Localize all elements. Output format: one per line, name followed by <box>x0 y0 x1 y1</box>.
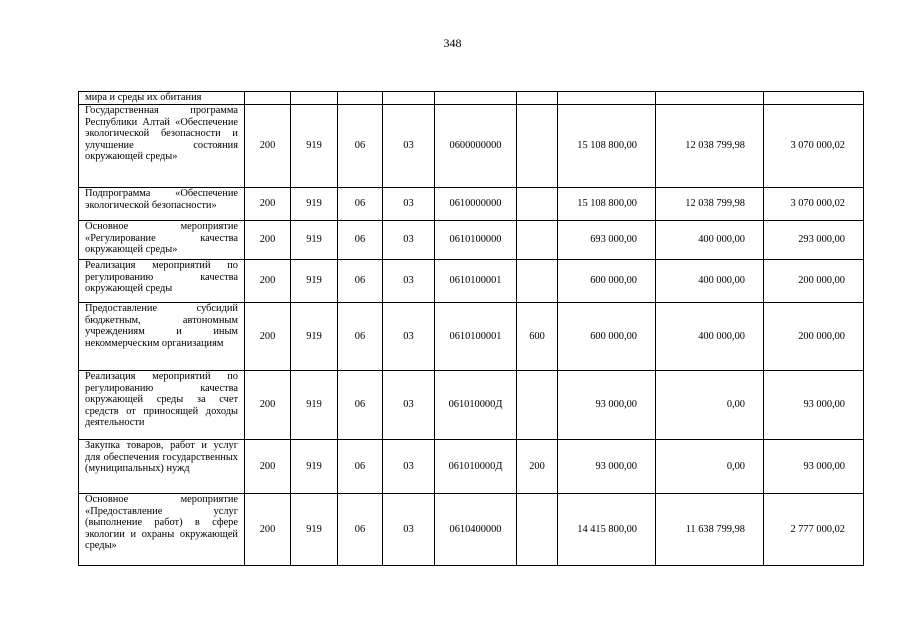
table-row <box>79 221 864 260</box>
amount-regional-cell <box>764 92 864 105</box>
amount-federal-cell: 12 038 799,98 <box>656 188 764 221</box>
page-number: 348 <box>443 36 462 50</box>
subdivision-cell: 03 <box>383 303 435 371</box>
amount-regional-cell: 93 000,00 <box>764 371 864 440</box>
name-cell: Реализация мероприятий по регулированию качества окружающей среды <box>79 260 245 303</box>
amount-federal-cell: 11 638 799,98 <box>656 494 764 566</box>
division-cell: 06 <box>338 260 383 303</box>
section-code-cell: 200 <box>245 188 291 221</box>
amount-federal-cell: 400 000,00 <box>656 221 764 260</box>
section-code-cell: 200 <box>245 260 291 303</box>
table-row <box>79 303 864 371</box>
name-cell: мира и среды их обитания <box>79 92 245 105</box>
table-row <box>79 494 864 566</box>
ministry-code-cell: 919 <box>291 260 338 303</box>
division-cell: 06 <box>338 494 383 566</box>
section-code-cell: 200 <box>245 440 291 494</box>
division-cell: 06 <box>338 440 383 494</box>
division-cell: 06 <box>338 188 383 221</box>
ministry-code-cell: 919 <box>291 303 338 371</box>
subdivision-cell: 03 <box>383 221 435 260</box>
target-article-cell <box>435 92 517 105</box>
name-cell: Основное мероприятие «Регулирование качества окружающей среды» <box>79 221 245 260</box>
table-row <box>79 92 864 105</box>
expense-type-cell: 600 <box>517 303 558 371</box>
ministry-code-cell: 919 <box>291 494 338 566</box>
expense-type-cell <box>517 105 558 188</box>
expense-type-cell: 200 <box>517 440 558 494</box>
budget-table <box>78 91 864 566</box>
division-cell: 06 <box>338 105 383 188</box>
name-cell: Предоставление субсидий бюджетным, автономным учреждениям и иным некоммерческим организациям <box>79 303 245 371</box>
expense-type-cell <box>517 92 558 105</box>
expense-type-cell <box>517 188 558 221</box>
amount-federal-cell: 400 000,00 <box>656 303 764 371</box>
section-code-cell: 200 <box>245 221 291 260</box>
amount-total-cell: 693 000,00 <box>558 221 656 260</box>
target-article-cell: 061010000Д <box>435 440 517 494</box>
division-cell: 06 <box>338 221 383 260</box>
amount-federal-cell <box>656 92 764 105</box>
division-cell: 06 <box>338 303 383 371</box>
expense-type-cell <box>517 260 558 303</box>
amount-total-cell: 93 000,00 <box>558 440 656 494</box>
table-row <box>79 371 864 440</box>
amount-total-cell <box>558 92 656 105</box>
target-article-cell: 0610400000 <box>435 494 517 566</box>
name-cell: Закупка товаров, работ и услуг для обеспечения государственных (муниципальных) нужд <box>79 440 245 494</box>
subdivision-cell: 03 <box>383 188 435 221</box>
name-cell: Реализация мероприятий по регулированию качества окружающей среды за счет средств от приносящей доходы деятельности <box>79 371 245 440</box>
name-cell: Основное мероприятие «Предоставление услуг (выполнение работ) в сфере экологии и охраны окружающей среды» <box>79 494 245 566</box>
amount-regional-cell: 93 000,00 <box>764 440 864 494</box>
target-article-cell: 061010000Д <box>435 371 517 440</box>
name-cell: Подпрограмма «Обеспечение экологической безопасности» <box>79 188 245 221</box>
amount-regional-cell: 3 070 000,02 <box>764 105 864 188</box>
subdivision-cell: 03 <box>383 105 435 188</box>
amount-regional-cell: 200 000,00 <box>764 260 864 303</box>
amount-total-cell: 600 000,00 <box>558 260 656 303</box>
target-article-cell: 0610100000 <box>435 221 517 260</box>
table-row <box>79 188 864 221</box>
ministry-code-cell: 919 <box>291 371 338 440</box>
amount-federal-cell: 0,00 <box>656 440 764 494</box>
division-cell <box>338 92 383 105</box>
amount-total-cell: 93 000,00 <box>558 371 656 440</box>
amount-federal-cell: 400 000,00 <box>656 260 764 303</box>
expense-type-cell <box>517 221 558 260</box>
expense-type-cell <box>517 494 558 566</box>
ministry-code-cell: 919 <box>291 221 338 260</box>
amount-total-cell: 15 108 800,00 <box>558 188 656 221</box>
expense-type-cell <box>517 371 558 440</box>
subdivision-cell: 03 <box>383 371 435 440</box>
target-article-cell: 0610100001 <box>435 260 517 303</box>
division-cell: 06 <box>338 371 383 440</box>
table-row <box>79 105 864 188</box>
subdivision-cell: 03 <box>383 494 435 566</box>
section-code-cell <box>245 92 291 105</box>
ministry-code-cell: 919 <box>291 105 338 188</box>
section-code-cell: 200 <box>245 105 291 188</box>
amount-regional-cell: 2 777 000,02 <box>764 494 864 566</box>
ministry-code-cell: 919 <box>291 440 338 494</box>
section-code-cell: 200 <box>245 303 291 371</box>
subdivision-cell: 03 <box>383 440 435 494</box>
target-article-cell: 0600000000 <box>435 105 517 188</box>
amount-federal-cell: 0,00 <box>656 371 764 440</box>
section-code-cell: 200 <box>245 494 291 566</box>
subdivision-cell <box>383 92 435 105</box>
section-code-cell: 200 <box>245 371 291 440</box>
amount-federal-cell: 12 038 799,98 <box>656 105 764 188</box>
table-row <box>79 260 864 303</box>
ministry-code-cell: 919 <box>291 188 338 221</box>
amount-regional-cell: 3 070 000,02 <box>764 188 864 221</box>
target-article-cell: 0610100001 <box>435 303 517 371</box>
amount-total-cell: 15 108 800,00 <box>558 105 656 188</box>
subdivision-cell: 03 <box>383 260 435 303</box>
amount-regional-cell: 293 000,00 <box>764 221 864 260</box>
amount-total-cell: 14 415 800,00 <box>558 494 656 566</box>
amount-total-cell: 600 000,00 <box>558 303 656 371</box>
target-article-cell: 0610000000 <box>435 188 517 221</box>
amount-regional-cell: 200 000,00 <box>764 303 864 371</box>
ministry-code-cell <box>291 92 338 105</box>
table-row <box>79 440 864 494</box>
name-cell: Государственная программа Республики Алтай «Обеспечение экологической безопасности и улучшение состояния окружающей среды» <box>79 105 245 188</box>
